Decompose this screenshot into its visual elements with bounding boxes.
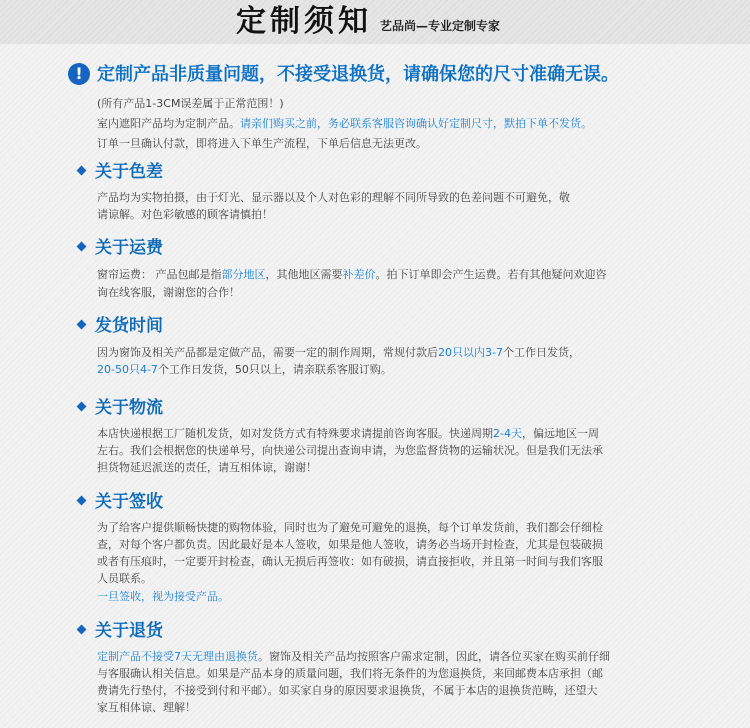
delivery-text-c: 个工作日发货，: [502, 346, 580, 359]
signing-line-4: 人员联系。: [97, 572, 152, 585]
diamond-bullet-icon: [77, 495, 87, 505]
signing-line-2: 查，对每个客户都负责。因此最好是本人签收，如果是他人签收，请务必当场开封检查，尤其是包装破损: [97, 538, 603, 551]
returns-highlight: 定制产品不接受7天无理由退换货: [97, 650, 258, 663]
notice-line-2: [97, 115, 592, 133]
page-title: 定制须知: [236, 4, 372, 39]
color-line-1: 产品均为实物拍摄，由于灯光、显示器以及个人对色彩的理解不同所导致的色差问题不可避免，敬: [97, 191, 570, 204]
section-title-returns: [78, 620, 163, 642]
diamond-bullet-icon: [77, 624, 87, 634]
page-subtitle: 艺品尚—专业定制专家: [380, 19, 501, 33]
delivery-line-1: [97, 344, 580, 362]
shipping-line-1: [97, 266, 607, 284]
diamond-bullet-icon: [77, 165, 87, 175]
returns-line-2: 与客服确认相关信息。如果是产品本身的质量问题，我们将无条件的为您退换货，来回邮费本店承担（邮: [97, 667, 603, 680]
notice-title: 定制产品非质量问题，不接受退换货，请确保您的尺寸准确无误。: [97, 64, 619, 85]
section-title-returns-text: 关于退货: [95, 621, 163, 641]
logistics-text-c: ，偏远地区一周: [521, 427, 599, 440]
section-title-color: [78, 161, 163, 183]
signing-line-1: 为了给客户提供顺畅快捷的购物体验，同时也为了避免可避免的退换，每个订单发货前，我们都会仔细检: [97, 521, 603, 534]
logistics-line-2: 左右。我们会根据您的快递单号，向快递公司提出查询申请，为您监督货物的运输状况。但是我们无法承: [97, 444, 603, 457]
section-title-shipping-text: 关于运费: [95, 238, 163, 258]
notice-line-2-highlight: 请亲们购买之前，务必联系客服咨询确认好定制尺寸，默拍下单不发货。: [240, 117, 592, 130]
section-title-delivery-text: 发货时间: [95, 316, 163, 336]
notice-line-3: 订单一旦确认付款，即将进入下单生产流程，下单后信息无法更改。: [97, 137, 427, 150]
shipping-line-2: 询在线客服，谢谢您的合作！: [97, 286, 240, 299]
color-line-2: 请谅解。对色彩敏感的顾客请慎拍！: [97, 208, 273, 221]
returns-text-b: 。窗饰及相关产品均按照客户需求定制，因此，请各位买家在购买前仔细: [258, 650, 610, 663]
section-title-signing-text: 关于签收: [95, 492, 163, 512]
shipping-highlight-region: 部分地区: [221, 268, 266, 281]
section-title-color-text: 关于色差: [95, 162, 163, 182]
delivery-highlight-20: 20只以内3-7: [438, 346, 503, 359]
delivery-text-b: 个工作日发货，50只以上，请亲联系客服订购。: [157, 363, 392, 376]
returns-line-3: 费请先行垫付，不接受到付和平邮）。如买家自身的原因要求退换货，不属于本店的退换货范畴，还望大: [97, 684, 598, 697]
notice-line-2-text: 室内遮阳产品均为定制产品。: [97, 117, 240, 130]
logistics-line-1: [97, 425, 599, 443]
diamond-bullet-icon: [77, 401, 87, 411]
shipping-highlight-diff: 补差价: [342, 268, 376, 281]
logistics-highlight-days: 2-4天: [493, 427, 522, 440]
logistics-text-a: 本店快递根据工厂随机发货，如对发货方式有特殊要求请提前咨询客服。快递周期: [97, 427, 493, 440]
header-bar: [0, 0, 750, 44]
diamond-bullet-icon: [77, 241, 87, 251]
shipping-text-e: 。拍下订单即会产生运费。若有其他疑问欢迎咨: [375, 268, 607, 281]
returns-line-1: [97, 648, 610, 666]
section-title-shipping: [78, 237, 163, 259]
section-title-logistics: [78, 397, 163, 419]
signing-line-3: 或者有压痕时，一定要开封检查，确认无损后再签收：如有破损，请直接拒收，并且第一时间与我们客服: [97, 555, 603, 568]
section-title-logistics-text: 关于物流: [95, 398, 163, 418]
returns-line-4: 家互相体谅、理解！: [97, 701, 196, 714]
shipping-text-a: 窗帘运费： 产品包邮是指: [97, 268, 222, 281]
exclamation-icon: !: [68, 63, 90, 85]
delivery-text-a: 因为窗饰及相关产品都是定做产品，需要一定的制作周期，常规付款后: [97, 346, 438, 359]
diamond-bullet-icon: [77, 319, 87, 329]
notice-line-1: (所有产品1-3CM误差属于正常范围！): [97, 97, 284, 110]
delivery-line-2: [97, 361, 392, 379]
section-title-signing: [78, 491, 163, 513]
logistics-line-3: 担货物延迟派送的责任，请互相体谅，谢谢！: [97, 461, 317, 474]
signing-line-5: 一旦签收，视为接受产品。: [97, 590, 229, 603]
section-title-delivery: [78, 315, 163, 337]
delivery-highlight-50: 20-50只4-7: [97, 363, 158, 376]
shipping-text-c: ，其他地区需要: [265, 268, 343, 281]
